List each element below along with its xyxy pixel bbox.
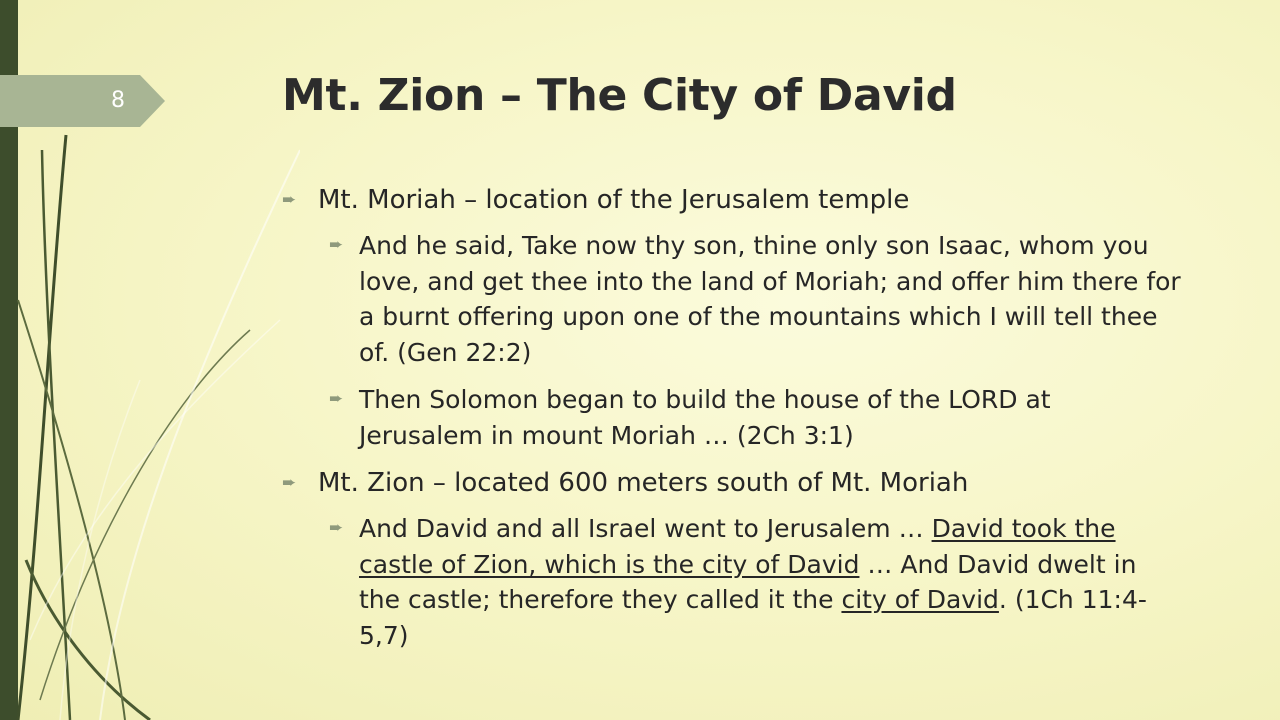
bullet-text: Mt. Moriah – location of the Jerusalem temple: [318, 185, 910, 215]
bullet-level2-city-of-david-quote: [329, 511, 1182, 653]
bullet-text: Mt. Zion – located 600 meters south of Mt. Moriah: [318, 468, 969, 498]
bullet-text: And he said, Take now thy son, thine only son Isaac, whom you love, and get thee into the land of Moriah; and offer him there for a burnt offering upon one of the mountains which I will tell thee of. (Gen 22:2): [359, 231, 1181, 367]
arrow-bullet-icon: ➨: [282, 190, 297, 210]
quote-text-part3: . (1Ch 11:4-5,7): [359, 585, 1147, 650]
slide-number: 8: [111, 88, 125, 113]
quote-text-part1: And David and all Israel went to Jerusalem …: [359, 514, 932, 543]
bullet-text: Then Solomon began to build the house of the LORD at Jerusalem in mount Moriah … (2Ch 3:1): [359, 385, 1051, 450]
arrow-bullet-icon: ➨: [329, 235, 344, 255]
slide-content: [282, 182, 1182, 665]
slide-title: Mt. Zion – The City of David: [282, 70, 957, 121]
bullet-level1-zion: [282, 465, 1182, 501]
bullet-level2-gen-quote: [329, 228, 1182, 370]
bullet-level1-moriah: [282, 182, 1182, 218]
bullet-level2-chronicles-quote: [329, 382, 1182, 453]
quote-underlined-city: city of David: [841, 585, 999, 614]
arrow-bullet-icon: ➨: [329, 389, 344, 409]
arrow-bullet-icon: ➨: [329, 518, 344, 538]
quote-underlined-castle: David took the castle of Zion, which is the city of David: [359, 514, 1116, 579]
slide-number-tab: [0, 75, 165, 127]
arrow-bullet-icon: ➨: [282, 473, 297, 493]
quote-text-part2: … And David dwelt in the castle; therefore they called it the: [359, 549, 1137, 614]
